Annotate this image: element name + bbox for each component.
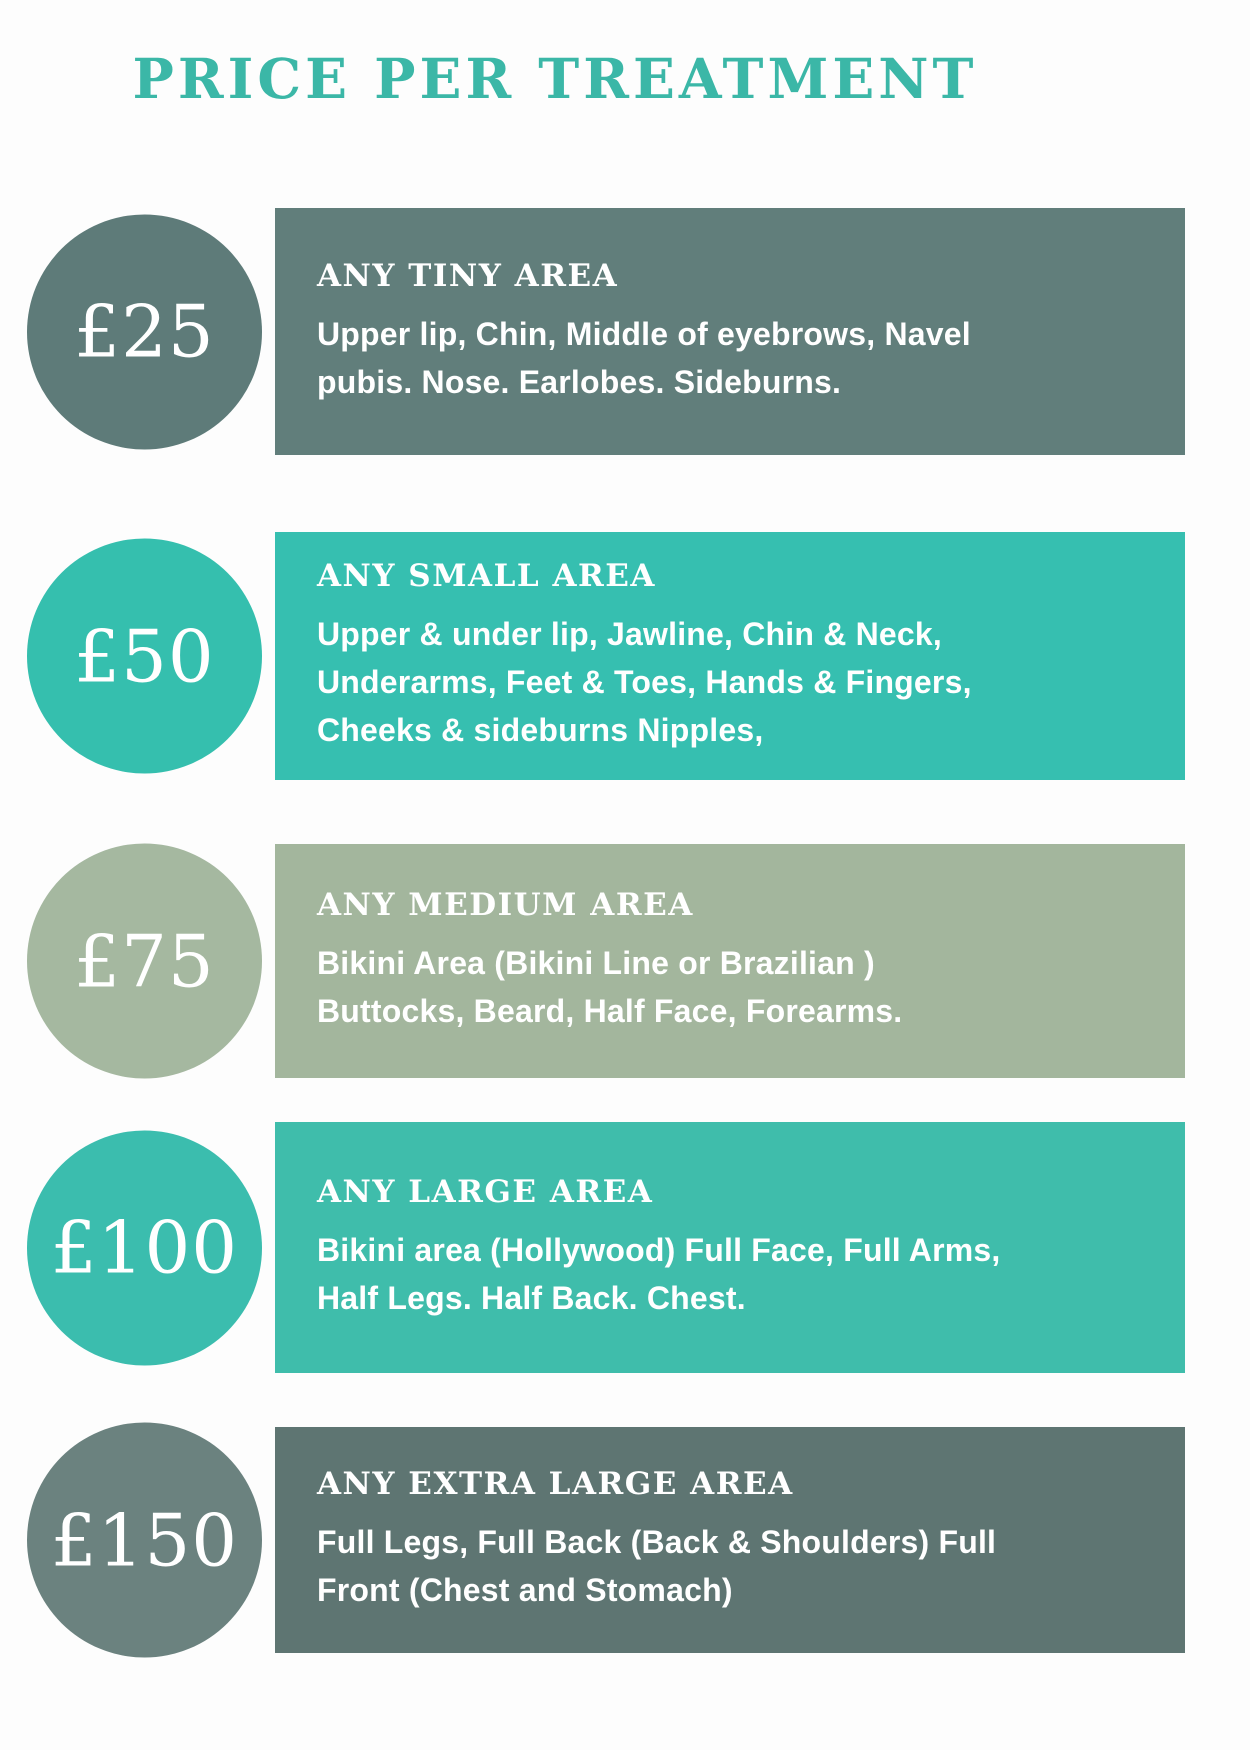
price-label: £50 <box>74 614 215 698</box>
tier-panel <box>275 844 1185 1078</box>
tier-heading: ANY MEDIUM AREA <box>317 887 694 923</box>
tier-row-large <box>0 1122 1250 1373</box>
tier-row-medium <box>0 844 1250 1078</box>
price-label: £75 <box>74 919 215 1003</box>
price-label: £150 <box>50 1498 239 1582</box>
tier-description: Upper lip, Chin, Middle of eyebrows, Navel pubis. Nose. Earlobes. Sideburns. <box>317 315 971 400</box>
price-badge <box>27 1130 262 1365</box>
price-label: £100 <box>50 1205 239 1290</box>
tier-panel <box>275 532 1185 780</box>
tier-panel <box>275 208 1185 455</box>
price-badge <box>27 844 262 1079</box>
price-label: £25 <box>74 289 215 374</box>
tier-description: Full Legs, Full Back (Back & Shoulders) Full Front (Chest and Stomach) <box>317 1524 997 1608</box>
price-badge <box>27 1423 262 1658</box>
tier-heading: ANY LARGE AREA <box>317 1173 654 1210</box>
tier-description: Bikini Area (Bikini Line or Brazilian ) Buttocks, Beard, Half Face, Forearms. <box>317 945 903 1029</box>
tier-heading: ANY TINY AREA <box>317 257 619 294</box>
tier-row-extra-large <box>0 1427 1250 1653</box>
tier-description: Bikini area (Hollywood) Full Face, Full Arms, Half Legs. Half Back. Chest. <box>317 1231 1001 1316</box>
tier-panel <box>275 1427 1185 1653</box>
tier-description: Upper & under lip, Jawline, Chin & Neck, Underarms, Feet & Toes, Hands & Fingers, Cheeks & sideburns Nipples, <box>317 616 972 748</box>
tier-row-tiny <box>0 208 1250 455</box>
tier-row-small <box>0 532 1250 780</box>
price-badge <box>27 214 262 449</box>
price-badge <box>27 539 262 774</box>
page-title: PRICE PER TREATMENT <box>132 46 978 111</box>
tier-heading: ANY EXTRA LARGE AREA <box>317 1466 794 1502</box>
tier-panel <box>275 1122 1185 1373</box>
tier-heading: ANY SMALL AREA <box>317 558 656 594</box>
